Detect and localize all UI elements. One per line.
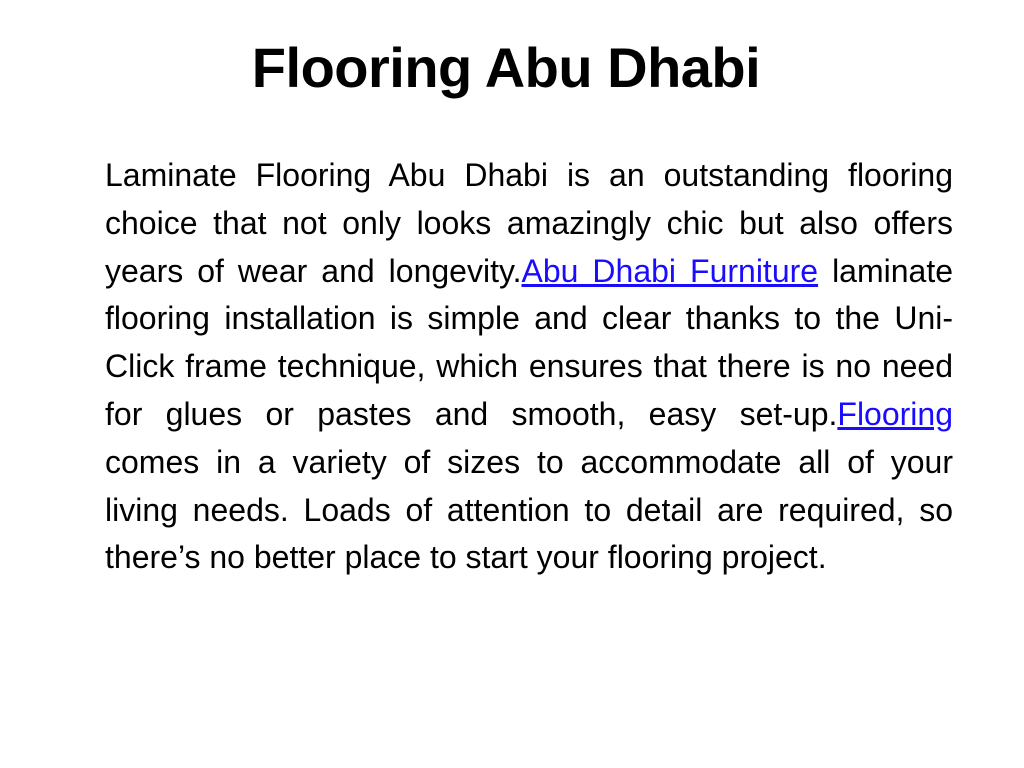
slide-body-paragraph <box>105 152 953 582</box>
abu-dhabi-furniture-link[interactable]: Abu Dhabi Furniture <box>521 252 819 289</box>
body-text-segment-3: comes in a variety of sizes to accommodate all of your living needs. Loads of attention to detail are required, so there’s no better place to start your flooring project. <box>105 443 953 576</box>
slide-title: Flooring Abu Dhabi <box>251 36 761 99</box>
body-text-segment-2: laminate flooring installation is simple and clear thanks to the Uni-Click frame technique, which ensures that there is no need for glues or pastes and smooth, easy set-up. <box>105 252 954 432</box>
body-text-segment-1: Laminate Flooring Abu Dhabi is an outstanding flooring choice that not only looks amazingly chic but also offers years of wear and longevity. <box>105 157 953 289</box>
flooring-link[interactable]: Flooring <box>837 395 953 432</box>
